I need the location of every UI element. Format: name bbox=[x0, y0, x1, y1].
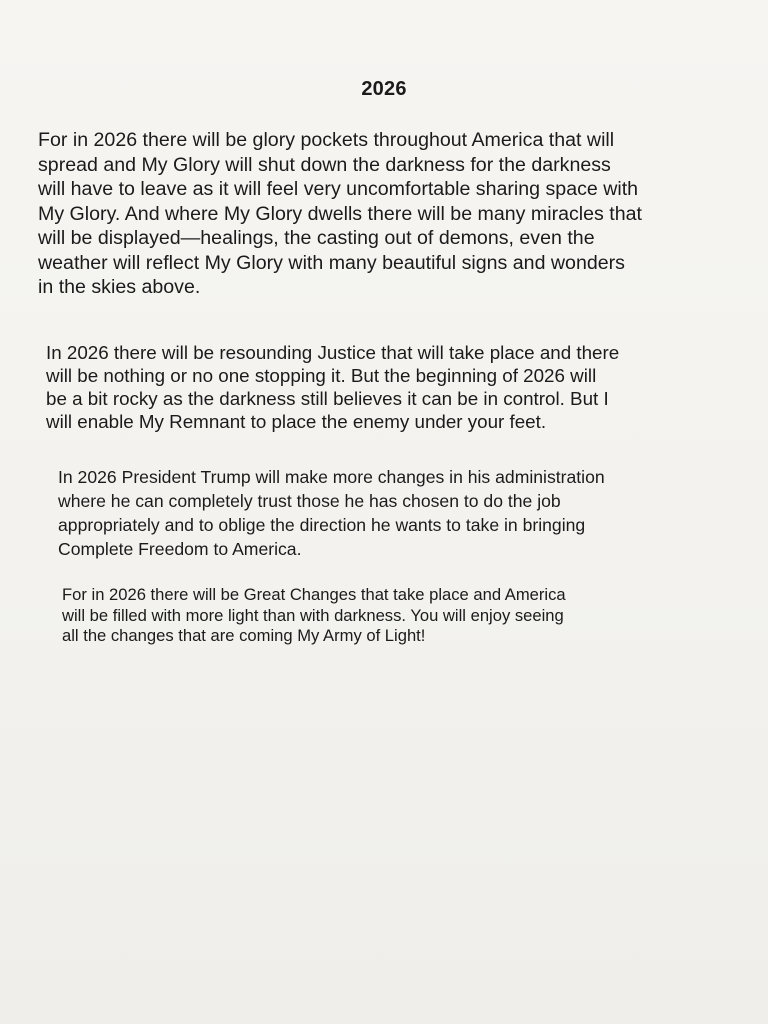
page-title: 2026 bbox=[361, 78, 407, 100]
paragraph-great-changes: For in 2026 there will be Great Changes that take place and America will be filled with more light than with darkness. You will enjoy seeing all the changes that are coming My Army of Light! bbox=[62, 585, 566, 645]
paragraph-justice: In 2026 there will be resounding Justice that will take place and there will be nothing or no one stopping it. But the beginning of 2026 will be a bit rocky as the darkness still believes it can be in control. But I will enable My Remnant to place the enemy under your feet. bbox=[46, 342, 620, 432]
paragraph-administration: In 2026 President Trump will make more changes in his administration where he can completely trust those he has chosen to do the job appropriately and to oblige the direction he wants to take in bringing Complete Freedom to America. bbox=[58, 467, 605, 559]
paragraph-glory: For in 2026 there will be glory pockets throughout America that will spread and My Glory will shut down the darkness for the darkness will have to leave as it will feel very uncomfortable sharing space with My Glory. And where My Glory dwells there will be many miracles that will be displayed—healings, the casting out of demons, even the weather will reflect My Glory with many beautiful signs and wonders in the skies above. bbox=[38, 129, 642, 298]
